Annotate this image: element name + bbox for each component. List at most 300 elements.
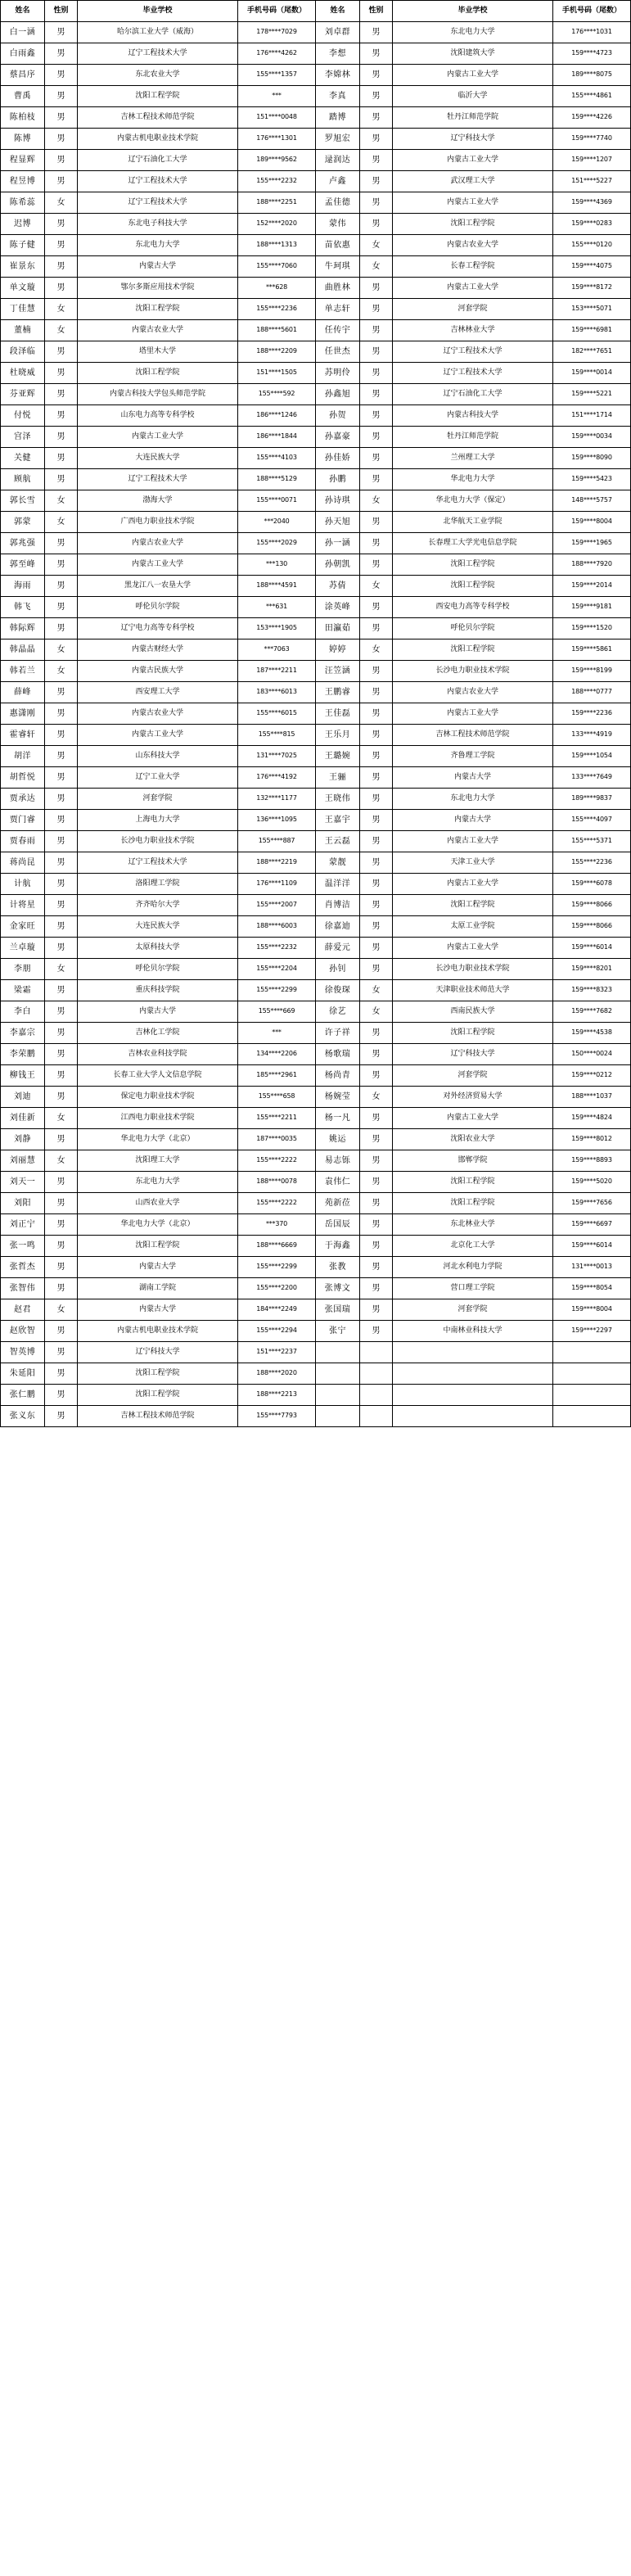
header-name-right: 姓名	[316, 1, 360, 22]
cell-sex-left: 男	[45, 682, 78, 703]
cell-phone-left: 155****7793	[238, 1406, 316, 1427]
cell-school-right-empty	[393, 1406, 553, 1427]
cell-phone-right: 159****5221	[553, 384, 631, 405]
header-name-left: 姓名	[1, 1, 45, 22]
cell-phone-right: 155****2236	[553, 852, 631, 874]
header-sex-right: 性别	[360, 1, 393, 22]
cell-sex-left: 女	[45, 661, 78, 682]
cell-phone-left: 188****2251	[238, 192, 316, 214]
cell-phone-left: 188****5601	[238, 320, 316, 341]
cell-name-right: 张博文	[316, 1278, 360, 1299]
cell-name-right: 单志轩	[316, 299, 360, 320]
cell-sex-right: 男	[360, 192, 393, 214]
cell-phone-right: 159****8054	[553, 1278, 631, 1299]
cell-sex-right: 男	[360, 597, 393, 618]
cell-name-left: 刘静	[1, 1129, 45, 1150]
cell-name-right: 张国瑞	[316, 1299, 360, 1321]
cell-phone-right: 159****0212	[553, 1065, 631, 1087]
cell-phone-left: 131****7025	[238, 746, 316, 767]
cell-name-right: 涂英峰	[316, 597, 360, 618]
cell-phone-left: 188****0078	[238, 1172, 316, 1193]
cell-school-left: 内蒙古机电职业技术学院	[78, 129, 238, 150]
cell-phone-left: 155****669	[238, 1001, 316, 1023]
cell-school-right: 内蒙古工业大学	[393, 831, 553, 852]
cell-phone-right: 159****1965	[553, 533, 631, 554]
cell-school-left: 东北农业大学	[78, 65, 238, 86]
cell-sex-left: 男	[45, 767, 78, 789]
cell-sex-left: 男	[45, 916, 78, 938]
cell-school-left: 辽宁工程技术大学	[78, 469, 238, 490]
table-row	[1, 107, 631, 129]
cell-sex-right-empty	[360, 1363, 393, 1385]
cell-phone-right: 189****8075	[553, 65, 631, 86]
table-row	[1, 1342, 631, 1363]
cell-name-right: 杨婉莹	[316, 1087, 360, 1108]
table-row	[1, 682, 631, 703]
cell-school-right: 内蒙古工业大学	[393, 150, 553, 171]
cell-phone-left: ***7063	[238, 639, 316, 661]
cell-school-right: 长春理工大学光电信息学院	[393, 533, 553, 554]
cell-sex-left: 男	[45, 384, 78, 405]
cell-phone-left: 186****1844	[238, 427, 316, 448]
cell-phone-right: 159****2236	[553, 703, 631, 725]
cell-name-left: 胡哲悦	[1, 767, 45, 789]
cell-sex-right-empty	[360, 1406, 393, 1427]
cell-sex-left: 男	[45, 1001, 78, 1023]
cell-sex-left: 男	[45, 938, 78, 959]
cell-name-right: 孙鑫旭	[316, 384, 360, 405]
cell-school-left: 内蒙古工业大学	[78, 554, 238, 576]
cell-name-right: 任世杰	[316, 341, 360, 363]
table-row	[1, 789, 631, 810]
cell-school-right: 太原工业学院	[393, 916, 553, 938]
cell-name-left: 付悦	[1, 405, 45, 427]
cell-sex-left: 女	[45, 490, 78, 512]
cell-school-right: 沈阳工程学院	[393, 554, 553, 576]
table-row	[1, 1023, 631, 1044]
cell-sex-left: 女	[45, 192, 78, 214]
cell-sex-right: 男	[360, 1321, 393, 1342]
cell-school-left: 吉林工程技术师范学院	[78, 107, 238, 129]
cell-school-right: 沈阳农业大学	[393, 1129, 553, 1150]
cell-phone-right: 159****8066	[553, 895, 631, 916]
cell-sex-left: 男	[45, 150, 78, 171]
cell-phone-left: 155****2204	[238, 959, 316, 980]
cell-phone-right: 159****4075	[553, 256, 631, 278]
cell-phone-left: 176****1109	[238, 874, 316, 895]
cell-phone-right: 155****5371	[553, 831, 631, 852]
cell-phone-right: 159****7656	[553, 1193, 631, 1214]
table-row	[1, 86, 631, 107]
cell-sex-left: 男	[45, 1214, 78, 1236]
cell-school-right: 辽宁科技大学	[393, 129, 553, 150]
cell-name-left: 计航	[1, 874, 45, 895]
cell-name-left: 兰卓璇	[1, 938, 45, 959]
cell-phone-left: 155****2007	[238, 895, 316, 916]
cell-phone-left: 188****2219	[238, 852, 316, 874]
cell-school-left: 黑龙江八一农垦大学	[78, 576, 238, 597]
table-row	[1, 852, 631, 874]
cell-phone-left: 136****1095	[238, 810, 316, 831]
cell-school-left: 沈阳工程学院	[78, 1236, 238, 1257]
table-row	[1, 22, 631, 43]
cell-name-left: 关健	[1, 448, 45, 469]
cell-school-right: 河套学院	[393, 1299, 553, 1321]
cell-name-right: 孙天旭	[316, 512, 360, 533]
cell-sex-right: 男	[360, 725, 393, 746]
cell-name-left: 计将星	[1, 895, 45, 916]
cell-school-left: 山西农业大学	[78, 1193, 238, 1214]
cell-phone-right: 159****8199	[553, 661, 631, 682]
cell-sex-left: 男	[45, 235, 78, 256]
cell-sex-right: 女	[360, 490, 393, 512]
cell-sex-left: 男	[45, 43, 78, 65]
cell-phone-left: 178****7029	[238, 22, 316, 43]
cell-sex-right: 男	[360, 533, 393, 554]
cell-name-left: 芬亚辉	[1, 384, 45, 405]
cell-school-right: 内蒙古大学	[393, 810, 553, 831]
cell-name-right: 婷婷	[316, 639, 360, 661]
cell-school-left: 长春工业大学人文信息学院	[78, 1065, 238, 1087]
header-phone-left: 手机号码（尾数）	[238, 1, 316, 22]
cell-sex-right: 女	[360, 980, 393, 1001]
cell-sex-left: 男	[45, 65, 78, 86]
cell-name-right: 李嫦林	[316, 65, 360, 86]
cell-name-right: 杨歌瑞	[316, 1044, 360, 1065]
cell-school-left: 沈阳理工大学	[78, 1150, 238, 1172]
cell-name-right: 李真	[316, 86, 360, 107]
header-sex-left: 性别	[45, 1, 78, 22]
table-row	[1, 1385, 631, 1406]
cell-phone-left: 132****1177	[238, 789, 316, 810]
cell-school-right: 东北电力大学	[393, 22, 553, 43]
cell-phone-left: 155****2200	[238, 1278, 316, 1299]
cell-name-left: 宫泽	[1, 427, 45, 448]
cell-phone-right: 159****6014	[553, 1236, 631, 1257]
cell-name-left: 程昱博	[1, 171, 45, 192]
cell-sex-right: 男	[360, 1299, 393, 1321]
cell-name-left: 蒋尚昆	[1, 852, 45, 874]
table-row	[1, 490, 631, 512]
cell-phone-left: 155****0071	[238, 490, 316, 512]
cell-sex-left: 男	[45, 810, 78, 831]
cell-sex-right: 男	[360, 895, 393, 916]
cell-school-right: 河北水利电力学院	[393, 1257, 553, 1278]
cell-name-right: 苑新莅	[316, 1193, 360, 1214]
cell-sex-right: 男	[360, 86, 393, 107]
cell-phone-right: 159****5020	[553, 1172, 631, 1193]
cell-name-left: 张哲杰	[1, 1257, 45, 1278]
cell-phone-right: 159****4723	[553, 43, 631, 65]
cell-school-left: 呼伦贝尔学院	[78, 597, 238, 618]
table-row	[1, 1150, 631, 1172]
cell-school-left: 重庆科技学院	[78, 980, 238, 1001]
cell-phone-left: 176****1301	[238, 129, 316, 150]
cell-name-right: 王乐月	[316, 725, 360, 746]
cell-phone-right: 133****7649	[553, 767, 631, 789]
cell-school-left: 辽宁科技大学	[78, 1342, 238, 1363]
table-row	[1, 874, 631, 895]
cell-school-left: 辽宁石油化工大学	[78, 150, 238, 171]
cell-sex-right: 男	[360, 1214, 393, 1236]
cell-name-left: 贾春雨	[1, 831, 45, 852]
cell-school-left: 山东科技大学	[78, 746, 238, 767]
cell-name-left: 韩若兰	[1, 661, 45, 682]
cell-school-right-empty	[393, 1385, 553, 1406]
cell-phone-right: 151****5227	[553, 171, 631, 192]
cell-sex-right: 男	[360, 214, 393, 235]
cell-school-right: 内蒙古工业大学	[393, 192, 553, 214]
cell-phone-left: 189****9562	[238, 150, 316, 171]
table-row	[1, 427, 631, 448]
cell-phone-left: 155****6015	[238, 703, 316, 725]
cell-sex-left: 男	[45, 1023, 78, 1044]
cell-sex-left: 女	[45, 1150, 78, 1172]
cell-name-left: 刘迪	[1, 1087, 45, 1108]
cell-sex-right: 男	[360, 789, 393, 810]
cell-school-left: 辽宁工程技术大学	[78, 192, 238, 214]
cell-phone-left: 188****2020	[238, 1363, 316, 1385]
cell-phone-right: 159****8172	[553, 278, 631, 299]
cell-phone-right: 159****4226	[553, 107, 631, 129]
cell-school-left: 塔里木大学	[78, 341, 238, 363]
cell-sex-right: 男	[360, 1150, 393, 1172]
cell-name-right: 蒙伟	[316, 214, 360, 235]
cell-sex-left: 男	[45, 171, 78, 192]
cell-school-left: 辽宁工业大学	[78, 767, 238, 789]
cell-phone-right: 159****8090	[553, 448, 631, 469]
cell-school-right: 内蒙古科技大学	[393, 405, 553, 427]
cell-sex-right-empty	[360, 1342, 393, 1363]
cell-school-right: 营口理工学院	[393, 1278, 553, 1299]
cell-name-right-empty	[316, 1342, 360, 1363]
cell-school-right: 内蒙古工业大学	[393, 703, 553, 725]
cell-school-left: 哈尔滨工业大学（威海）	[78, 22, 238, 43]
cell-name-left: 顾航	[1, 469, 45, 490]
cell-sex-right: 男	[360, 65, 393, 86]
cell-sex-right: 男	[360, 682, 393, 703]
table-row	[1, 895, 631, 916]
cell-phone-left: 188****2209	[238, 341, 316, 363]
cell-name-right: 孙嘉豪	[316, 427, 360, 448]
cell-sex-right: 男	[360, 746, 393, 767]
cell-name-right: 孙钊	[316, 959, 360, 980]
cell-name-left: 朱延阳	[1, 1363, 45, 1385]
cell-sex-left: 女	[45, 512, 78, 533]
table-row	[1, 725, 631, 746]
cell-sex-left: 男	[45, 1087, 78, 1108]
cell-name-right: 杨一凡	[316, 1108, 360, 1129]
cell-name-left: 张智伟	[1, 1278, 45, 1299]
cell-school-left: 吉林化工学院	[78, 1023, 238, 1044]
table-row	[1, 810, 631, 831]
cell-name-right: 孙佳娇	[316, 448, 360, 469]
cell-name-right: 任传宇	[316, 320, 360, 341]
cell-phone-left: 188****4591	[238, 576, 316, 597]
cell-school-left: 内蒙古大学	[78, 1299, 238, 1321]
cell-school-left: 吉林农业科技学院	[78, 1044, 238, 1065]
cell-name-right: 王佳磊	[316, 703, 360, 725]
cell-sex-right: 男	[360, 852, 393, 874]
cell-sex-left: 男	[45, 86, 78, 107]
cell-name-right: 踏博	[316, 107, 360, 129]
cell-sex-right: 男	[360, 171, 393, 192]
cell-sex-left: 男	[45, 533, 78, 554]
cell-name-left: 陈希蕊	[1, 192, 45, 214]
cell-phone-right: 155****4097	[553, 810, 631, 831]
cell-sex-left: 男	[45, 703, 78, 725]
table-row	[1, 576, 631, 597]
table-row	[1, 1257, 631, 1278]
cell-name-left: 杜晓威	[1, 363, 45, 384]
cell-school-right: 辽宁科技大学	[393, 1044, 553, 1065]
cell-phone-right: 151****1714	[553, 405, 631, 427]
cell-name-left: 惠潇刚	[1, 703, 45, 725]
cell-phone-right: 188****1037	[553, 1087, 631, 1108]
cell-name-left: 董楠	[1, 320, 45, 341]
cell-name-left: 梁霜	[1, 980, 45, 1001]
cell-phone-right-empty	[553, 1406, 631, 1427]
table-row	[1, 320, 631, 341]
cell-name-right: 徐嘉迪	[316, 916, 360, 938]
cell-sex-left: 男	[45, 1129, 78, 1150]
cell-phone-left: 155****2299	[238, 1257, 316, 1278]
cell-name-left: 白一涵	[1, 22, 45, 43]
cell-school-left: 鄂尔多斯应用技术学院	[78, 278, 238, 299]
table-row	[1, 363, 631, 384]
cell-phone-left: 151****0048	[238, 107, 316, 129]
cell-name-left: 程显辉	[1, 150, 45, 171]
cell-sex-left: 女	[45, 1299, 78, 1321]
cell-sex-left: 男	[45, 1193, 78, 1214]
cell-phone-left: ***628	[238, 278, 316, 299]
cell-name-left: 刘阳	[1, 1193, 45, 1214]
cell-school-left: 沈阳工程学院	[78, 1385, 238, 1406]
cell-sex-left: 女	[45, 299, 78, 320]
cell-name-right: 王骊	[316, 767, 360, 789]
table-row	[1, 1001, 631, 1023]
cell-phone-right: 159****1520	[553, 618, 631, 639]
table-row	[1, 831, 631, 852]
cell-phone-left: 186****1246	[238, 405, 316, 427]
cell-sex-left: 女	[45, 959, 78, 980]
table-row	[1, 150, 631, 171]
cell-name-left: 李朋	[1, 959, 45, 980]
cell-sex-left: 男	[45, 1278, 78, 1299]
cell-school-left: 河套学院	[78, 789, 238, 810]
cell-phone-left: 155****2236	[238, 299, 316, 320]
table-header	[1, 1, 631, 22]
cell-sex-right: 女	[360, 639, 393, 661]
cell-phone-right: 159****2014	[553, 576, 631, 597]
table-row	[1, 1214, 631, 1236]
cell-sex-right: 男	[360, 299, 393, 320]
cell-school-right: 长春工程学院	[393, 256, 553, 278]
cell-school-right: 沈阳工程学院	[393, 639, 553, 661]
cell-sex-right: 男	[360, 341, 393, 363]
cell-phone-right: 159****7740	[553, 129, 631, 150]
cell-school-right: 河套学院	[393, 1065, 553, 1087]
cell-sex-right: 男	[360, 1257, 393, 1278]
cell-sex-right: 男	[360, 767, 393, 789]
cell-sex-right: 男	[360, 278, 393, 299]
cell-school-right: 天津工业大学	[393, 852, 553, 874]
cell-school-right: 牡丹江师范学院	[393, 427, 553, 448]
cell-name-left: 刘天一	[1, 1172, 45, 1193]
cell-phone-right: 159****8004	[553, 512, 631, 533]
cell-school-right: 内蒙古工业大学	[393, 278, 553, 299]
cell-name-left: 郭长雪	[1, 490, 45, 512]
cell-name-right: 王云磊	[316, 831, 360, 852]
cell-name-right: 李想	[316, 43, 360, 65]
table-row	[1, 1406, 631, 1427]
cell-phone-right: 159****6697	[553, 1214, 631, 1236]
cell-phone-left: ***	[238, 1023, 316, 1044]
cell-sex-left: 男	[45, 107, 78, 129]
cell-sex-left: 男	[45, 576, 78, 597]
cell-sex-right: 男	[360, 384, 393, 405]
cell-school-right: 吉林林业大学	[393, 320, 553, 341]
cell-school-right: 内蒙古农业大学	[393, 682, 553, 703]
cell-name-right: 罗旭宏	[316, 129, 360, 150]
cell-name-right: 肖博洁	[316, 895, 360, 916]
cell-school-left: 广西电力职业技术学院	[78, 512, 238, 533]
cell-name-left: 郭兆强	[1, 533, 45, 554]
cell-name-left: 刘佳新	[1, 1108, 45, 1129]
cell-phone-right: 159****9181	[553, 597, 631, 618]
cell-name-left: 贾承达	[1, 789, 45, 810]
cell-phone-left: 185****2961	[238, 1065, 316, 1087]
cell-name-right: 于海鑫	[316, 1236, 360, 1257]
cell-name-right: 袁伟仁	[316, 1172, 360, 1193]
cell-name-left: 霍睿轩	[1, 725, 45, 746]
cell-phone-right: 188****7920	[553, 554, 631, 576]
table-row	[1, 214, 631, 235]
cell-school-left: 内蒙古工业大学	[78, 725, 238, 746]
cell-name-left: 韩飞	[1, 597, 45, 618]
cell-sex-right: 男	[360, 554, 393, 576]
cell-school-right: 天津职业技术师范大学	[393, 980, 553, 1001]
table-row	[1, 469, 631, 490]
cell-sex-right-empty	[360, 1385, 393, 1406]
cell-sex-right: 男	[360, 150, 393, 171]
cell-phone-right: 131****0013	[553, 1257, 631, 1278]
cell-sex-left: 男	[45, 895, 78, 916]
cell-sex-left: 男	[45, 214, 78, 235]
cell-school-right-empty	[393, 1342, 553, 1363]
cell-school-right: 邯郸学院	[393, 1150, 553, 1172]
cell-name-right: 徐艺	[316, 1001, 360, 1023]
cell-sex-right: 男	[360, 1129, 393, 1150]
cell-phone-right: 159****8012	[553, 1129, 631, 1150]
cell-name-left: 赵君	[1, 1299, 45, 1321]
cell-school-left: 辽宁电力高等专科学校	[78, 618, 238, 639]
cell-phone-right: 155****4861	[553, 86, 631, 107]
cell-name-left: 贾门睿	[1, 810, 45, 831]
cell-school-left: 内蒙古机电职业技术学院	[78, 1321, 238, 1342]
cell-phone-right: 159****6981	[553, 320, 631, 341]
cell-sex-right: 男	[360, 661, 393, 682]
cell-school-right: 辽宁石油化工大学	[393, 384, 553, 405]
cell-name-right: 牛珂琪	[316, 256, 360, 278]
cell-school-right: 沈阳工程学院	[393, 1193, 553, 1214]
cell-sex-left: 女	[45, 1108, 78, 1129]
cell-phone-right: 159****5861	[553, 639, 631, 661]
cell-phone-right: 159****4538	[553, 1023, 631, 1044]
cell-name-left: 胡洋	[1, 746, 45, 767]
cell-school-right: 武汉理工大学	[393, 171, 553, 192]
cell-phone-left: 152****2020	[238, 214, 316, 235]
